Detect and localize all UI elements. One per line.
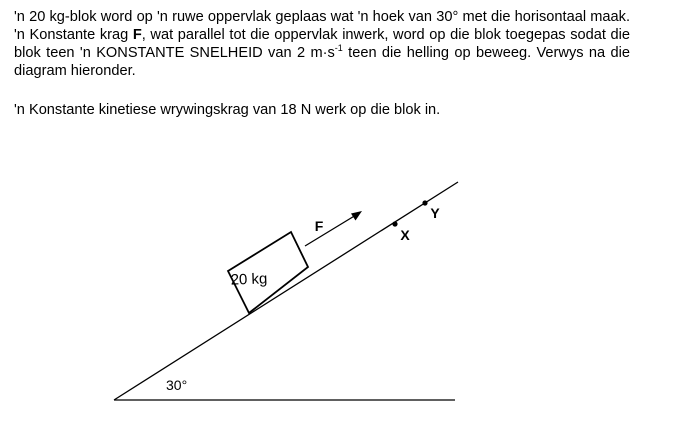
force-arrow (305, 215, 356, 246)
problem-text-part2: , wat parallel tot die oppervlak inwerk, word op die blok toegepas sodat die blok teen 'n KONSTANTE SNELHEID van 2 m·s (14, 27, 630, 61)
force-symbol: F (132, 27, 142, 43)
velocity-exponent: -1 (334, 43, 343, 54)
force-arrowhead (351, 211, 362, 221)
problem-text-part3: teen die helling op beweeg. Verwys na die diagram hieronder. (14, 45, 630, 79)
problem-text-part1: 'n 20 kg-blok word op 'n ruwe oppervlak geplaas wat 'n hoek van 30° met die horisontaal maak. 'n Konstante krag (14, 9, 630, 43)
problem-paragraph-2: 'n Konstante kinetiese wrywingskrag van 18 N werk op die blok in. (14, 102, 441, 118)
point-x-label: X (400, 227, 410, 243)
point-y-dot (422, 200, 427, 205)
point-y-label: Y (430, 205, 440, 221)
angle-label: 30° (166, 377, 188, 393)
point-x-dot (392, 221, 397, 226)
block-label: 20 kg (230, 270, 268, 289)
force-label: F (314, 218, 324, 234)
incline-line (114, 182, 458, 400)
